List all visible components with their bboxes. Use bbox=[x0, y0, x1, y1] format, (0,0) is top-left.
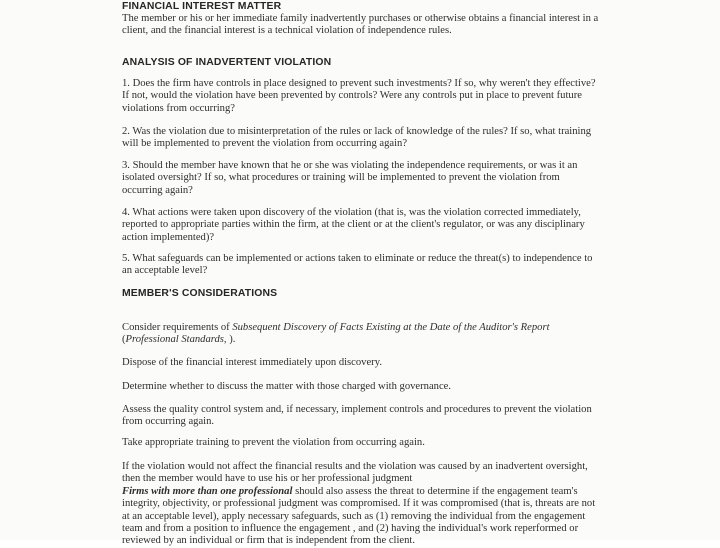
analysis-question-1: 1. Does the firm have controls in place designed to prevent such investments? If so, why weren't they effective? If not, would the violation have been prevented by controls? Were any controls put in place to prevent future violations from occurring? bbox=[122, 78, 596, 114]
heading-analysis-of-inadvertent-violation: ANALYSIS OF INADVERTENT VIOLATION bbox=[122, 57, 332, 68]
analysis-question-5: 5. What safeguards can be implemented or actions taken to eliminate or reduce the threat(s) to independence to an acceptable level? bbox=[122, 253, 593, 277]
consider-reference-title: Subsequent Discovery of Facts Existing at the Date of the Auditor's Report bbox=[232, 322, 550, 333]
consideration-item-training: Take appropriate training to prevent the violation from occurring again. bbox=[122, 437, 425, 448]
financial-interest-description: The member or his or her immediate family inadvertently purchases or otherwise obtains a financial interest in a client, and the financial interest is a technical violation of independence rules. bbox=[122, 13, 599, 37]
analysis-question-2: 2. Was the violation due to misinterpretation of the rules or lack of knowledge of the rules? If so, what training will be implemented to prevent the violation from occurring again? bbox=[122, 126, 592, 150]
firms-more-than-one-professional: Firms with more than one professional bbox=[122, 485, 293, 497]
consider-professional-standards: Professional Standards bbox=[125, 334, 224, 346]
consideration-item-governance: Determine whether to discuss the matter with those charged with governance. bbox=[122, 381, 451, 392]
consideration-item-dispose: Dispose of the financial interest immediately upon discovery. bbox=[122, 357, 382, 368]
consider-open-paren: ( bbox=[122, 334, 126, 346]
consideration-item-quality-control: Assess the quality control system and, if necessary, implement controls and procedures to prevent the violation from occurring again. bbox=[122, 404, 592, 428]
heading-financial-interest-matter: FINANCIAL INTEREST MATTER bbox=[122, 1, 282, 12]
consider-requirements-paragraph bbox=[122, 322, 602, 347]
analysis-question-4: 4. What actions were taken upon discovery of the violation (that is, was the violation corrected immediately, reported to appropriate parties within the firm, at the client or at the client's regulator, or was any disciplinary action implemented)? bbox=[122, 207, 585, 243]
heading-members-considerations: MEMBER'S CONSIDERATIONS bbox=[122, 288, 278, 299]
consider-prefix: Consider requirements of bbox=[122, 322, 233, 333]
consider-close: , ). bbox=[223, 334, 236, 346]
analysis-question-3: 3. Should the member have known that he or she was violating the independence requirements, or was it an isolated oversight? If so, what procedures or training will be implemented to prevent the violation from occurring again? bbox=[122, 160, 578, 196]
oversight-text: If the violation would not affect the financial results and the violation was caused by an inadvertent oversight, then the member would have to use his or her professional judgment bbox=[122, 461, 588, 485]
inadvertent-oversight-paragraph bbox=[122, 461, 602, 548]
oversight-text-continued: should also assess the threat to determine if the engagement team's integrity, objectivity, or professional judgment was compromised. If it was compromised (that is, threats are not at an acceptable level), apply necessary safeguards, such as (1) removing the individual from the engagement team and from a position to influence the engagement , and (2) having the individual's work reperformed or reviewed by an individual or firm that is independent from the client. bbox=[122, 485, 596, 547]
